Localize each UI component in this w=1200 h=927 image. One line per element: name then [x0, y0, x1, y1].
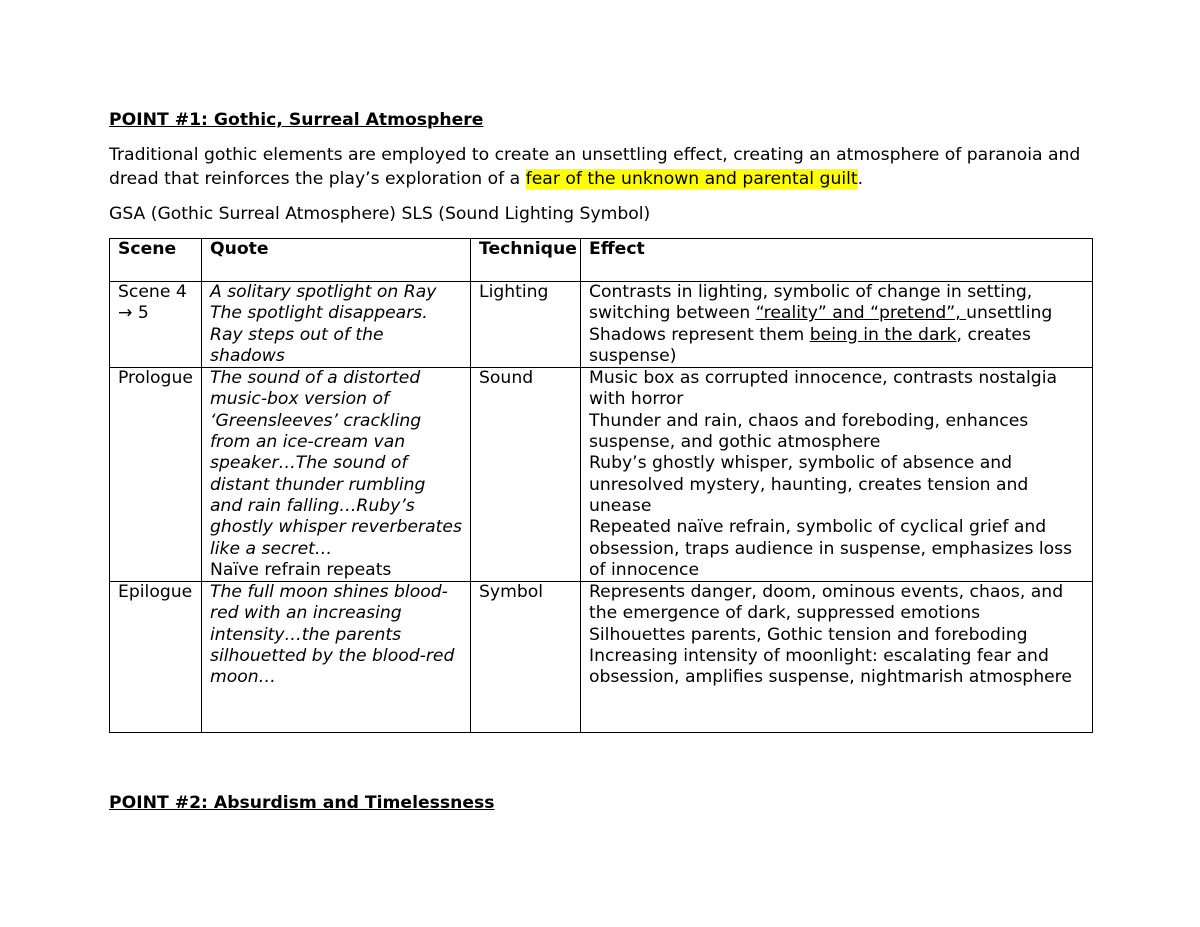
- document-page: [109, 108, 1092, 813]
- technique-cell: Sound: [471, 368, 581, 582]
- technique-cell: Lighting: [471, 282, 581, 368]
- intro-highlight: fear of the unknown and parental guilt: [525, 169, 858, 189]
- analysis-table: [109, 238, 1093, 733]
- quote-cell: The full moon shines blood-red with an increasing intensity…the parents silhouetted by the blood-red moon…: [202, 582, 471, 733]
- effect-text: Contrasts in lighting, symbolic of change in setting, switching between: [589, 282, 1033, 324]
- point-1-heading: POINT #1: Gothic, Surreal Atmosphere: [109, 110, 484, 130]
- point-1-intro: [109, 143, 1092, 191]
- technique-cell: Symbol: [471, 582, 581, 733]
- quote-line: Ray steps out of the shadows: [210, 324, 384, 366]
- quote-cell: [202, 368, 471, 582]
- intro-text: Traditional gothic elements are employed to create an unsettling effect, creating an atmosphere of paranoia and dread that reinforces the play’s exploration of a: [109, 145, 1081, 189]
- effect-line: Repeated naïve refrain, symbolic of cyclical grief and obsession, traps audience in suspense, emphasizes loss of innocence: [589, 517, 1073, 580]
- effect-underlined: “reality” and “pretend”,: [755, 303, 967, 324]
- header-quote: Quote: [202, 239, 471, 282]
- effect-line: Thunder and rain, chaos and foreboding, enhances suspense, and gothic atmosphere: [589, 410, 1029, 453]
- effect-cell: [581, 368, 1093, 582]
- effect-text: , creates suspense): [589, 324, 1031, 366]
- scene-cell: Scene 4 → 5: [110, 282, 202, 368]
- table-row: [110, 368, 1093, 582]
- header-effect: Effect: [581, 239, 1093, 282]
- table-row: [110, 582, 1093, 733]
- table-header-row: [110, 239, 1093, 282]
- quote-cell: [202, 282, 471, 368]
- effect-line: Silhouettes parents, Gothic tension and foreboding: [589, 624, 1028, 645]
- effect-line: [589, 325, 1084, 368]
- quote-line: The spotlight disappears.: [210, 303, 428, 324]
- effect-line: Increasing intensity of moonlight: escalating fear and obsession, amplifies suspense, nightmarish atmosphere: [589, 646, 1072, 688]
- quote-line: A solitary spotlight on Ray: [210, 282, 437, 302]
- effect-line: Music box as corrupted innocence, contrasts nostalgia with horror: [589, 368, 1058, 410]
- intro-end: .: [857, 169, 864, 189]
- header-technique: Technique: [471, 239, 581, 282]
- point-2-heading: POINT #2: Absurdism and Timelessness: [109, 793, 495, 813]
- table-row: [110, 282, 1093, 368]
- effect-text: Shadows represent them: [589, 324, 810, 345]
- effect-line: Represents danger, doom, ominous events, chaos, and the emergence of dark, suppressed emotions: [589, 582, 1064, 624]
- effect-line: [589, 282, 1084, 325]
- scene-cell: Epilogue: [110, 582, 202, 733]
- effect-cell: [581, 282, 1093, 368]
- quote-italic: The sound of a distorted music-box version of ‘Greensleeves’ crackling from an ice-cream van speaker…The sound of distant thunder rumbling and rain falling…Ruby’s ghostly whisper reverberates like a secret…: [210, 368, 462, 559]
- scene-cell: Prologue: [110, 368, 202, 582]
- effect-text: unsettling: [966, 303, 1053, 324]
- effect-cell: [581, 582, 1093, 733]
- effect-underlined: being in the dark: [809, 324, 957, 345]
- header-scene: Scene: [110, 239, 202, 282]
- effect-line: Ruby’s ghostly whisper, symbolic of absence and unresolved mystery, haunting, creates tension and unease: [589, 453, 1029, 516]
- quote-plain: Naïve refrain repeats: [210, 559, 392, 580]
- abbreviations-line: GSA (Gothic Surreal Atmosphere) SLS (Sound Lighting Symbol): [109, 204, 651, 224]
